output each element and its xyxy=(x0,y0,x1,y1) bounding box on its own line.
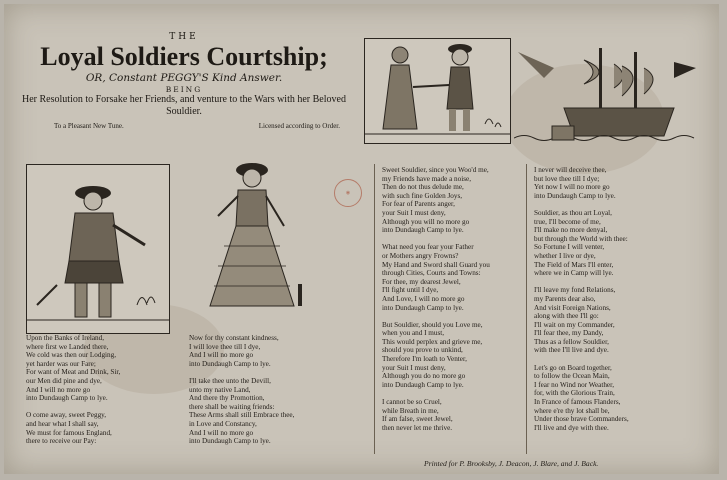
verse-line: I'll fight until I dye, xyxy=(382,286,439,295)
verse-line: Upon the Banks of Ireland, xyxy=(26,334,105,342)
verse-line: there shall be waiting friends: xyxy=(189,402,275,411)
verse-line: my Friends have made a noise, xyxy=(382,174,472,183)
verse-line: This would perplex and grieve me, xyxy=(382,337,483,346)
verse-line: I'll live and dye with thee. xyxy=(534,423,609,432)
column-divider xyxy=(526,164,527,454)
ship-icon xyxy=(514,38,704,148)
verse-line: I'll take thee unto the Devill, xyxy=(189,376,271,385)
verse-line: And there thy Promottion, xyxy=(189,394,265,403)
verse-line: If am false, sweet Jewel, xyxy=(382,415,453,424)
verse-line: And I will no more go xyxy=(189,428,254,437)
verse-line: into Dundaugh Camp to lye. xyxy=(382,226,464,235)
verse-line: Let's go on Board together, xyxy=(534,363,612,372)
woman-woodcut xyxy=(194,156,319,326)
tune-line xyxy=(14,118,354,130)
verse-line: Although you will no more go xyxy=(382,217,470,226)
verse-line: into Dundaugh Camp to lye. xyxy=(189,437,271,446)
verse-line: yet harder was our Fare; xyxy=(26,359,96,368)
verse-line: where first we Landed there, xyxy=(26,342,109,351)
verse-line: O come away, sweet Peggy, xyxy=(26,411,107,420)
verse-line: into Dundaugh Camp to lye. xyxy=(382,303,464,312)
verse-line: Sweet Souldier, since you Woo'd me, xyxy=(382,166,489,174)
verse-line: but love thee till I dye; xyxy=(534,174,600,183)
verse-line: Although you do no more go xyxy=(382,372,466,381)
verse-line: into Dundaugh Camp to lye. xyxy=(534,191,616,200)
verse-line: in Love and Constancy, xyxy=(189,419,257,428)
verse-line: I'll wait on my Commander, xyxy=(534,320,615,329)
verse-line xyxy=(382,235,490,244)
verse-line: whether I live or dye, xyxy=(534,251,596,260)
verse-line: We must for famous England, xyxy=(26,428,112,437)
library-stamp: ◉ xyxy=(334,179,362,207)
couple-woodcut xyxy=(364,38,511,144)
ship-woodcut xyxy=(514,38,704,148)
verse-line: Therefore I'm loath to Venter, xyxy=(382,355,467,364)
verse-line: your Suit I must deny, xyxy=(382,208,446,217)
verse-line: when you and I must, xyxy=(382,329,445,338)
verse-line: I cannot be so Cruel, xyxy=(382,398,442,407)
printer-imprint: Printed for P. Brooksby, J. Deacon, J. Blare, and J. Back. xyxy=(424,459,599,468)
verse-line: or Mothers angry Frowns? xyxy=(382,251,459,260)
verse-line: but through the World with thee: xyxy=(534,234,628,243)
verse-line: And I will no more go xyxy=(189,351,254,360)
verse-line: and hear what I shall say, xyxy=(26,419,99,428)
verse-line: Now for thy constant kindness, xyxy=(189,334,279,342)
verse-column-3 xyxy=(382,166,490,432)
verse-line: And visit Foreign Nations, xyxy=(534,303,611,312)
soldier-woodcut xyxy=(26,164,170,334)
column-divider xyxy=(374,164,375,454)
verse-line: with thee I'll live and dye. xyxy=(534,346,609,355)
verse-line: to follow the Ocean Main, xyxy=(534,372,610,381)
broadside-sheet xyxy=(4,4,719,474)
verse-line: into Dundaugh Camp to lye. xyxy=(189,359,271,368)
verse-line: true, I'll become of me, xyxy=(534,217,601,226)
tune-label: To a Pleasant New Tune. xyxy=(54,122,124,130)
verse-line: where e're thy lot shall be, xyxy=(534,406,610,415)
verse-line: I will love thee till I dye, xyxy=(189,342,261,351)
verse-line: into Dundaugh Camp to lye. xyxy=(382,380,464,389)
verse-column-2 xyxy=(189,334,294,446)
verse-line: for, with the Glorious Train, xyxy=(534,389,615,398)
verse-line xyxy=(382,312,490,321)
verse-line: Thus as a fellow Souldier, xyxy=(534,337,609,346)
verse-line xyxy=(534,278,629,287)
verse-line: Souldier, as thou art Loyal, xyxy=(534,208,612,217)
verse-line: I fear no Wind nor Weather, xyxy=(534,380,615,389)
verse-line: I'll leave my fond Relations, xyxy=(534,286,616,295)
verse-line: And Love, I will no more go xyxy=(382,294,465,303)
verse-line: into Dundaugh Camp to lye. xyxy=(26,394,108,403)
verse-line: unto my native Land, xyxy=(189,385,251,394)
verse-column-4 xyxy=(534,166,629,432)
verse-line xyxy=(534,200,629,209)
verse-line: So Fortune I will venter, xyxy=(534,243,605,252)
verse-line: We cold was then our Lodging, xyxy=(26,351,117,360)
verse-line: along with thee I'll go: xyxy=(534,312,599,321)
verse-line xyxy=(189,368,294,377)
soldier-figure-icon xyxy=(27,165,169,333)
verse-line: For thee, my dearest Jewel, xyxy=(382,277,461,286)
verse-line: And I will no more go xyxy=(26,385,91,394)
being-label: BEING xyxy=(165,85,203,94)
verse-line: For fear of Parents anger, xyxy=(382,200,455,209)
verse-line xyxy=(534,355,629,364)
verse-line: where we in Camp will lye. xyxy=(534,269,614,278)
verse-line: For want of Meat and Drink, Sir, xyxy=(26,368,121,377)
verse-line xyxy=(382,389,490,398)
verse-line: our Men did pine and dye, xyxy=(26,376,102,385)
woman-figure-icon xyxy=(194,156,319,326)
verse-line: there to receive our Pay: xyxy=(26,437,97,446)
page-title: Loyal Soldiers Courtship; xyxy=(40,42,328,71)
couple-figure-icon xyxy=(365,39,510,143)
verse-line xyxy=(26,403,120,412)
verse-line: Then do not thus delude me, xyxy=(382,183,464,192)
verse-line: then never let me thrive. xyxy=(382,423,453,432)
verse-line: What need you fear your Father xyxy=(382,243,474,252)
subtitle: OR, Constant PEGGY'S Kind Answer. xyxy=(85,72,283,84)
licensed-label: Licensed according to Order. xyxy=(258,122,340,130)
verse-line: In France of famous Flanders, xyxy=(534,398,621,407)
verse-line: I never will deceive thee, xyxy=(534,166,607,174)
verse-line: I'll fear thee, my Dandy, xyxy=(534,329,604,338)
verse-line: your Suit I must deny, xyxy=(382,363,446,372)
verse-line: should you prove to unkind, xyxy=(382,346,463,355)
title-the: THE xyxy=(169,32,199,42)
verse-line: through Cities, Courts and Towns: xyxy=(382,269,481,278)
verse-line: Under those brave Commanders, xyxy=(534,415,629,424)
title-block xyxy=(14,32,354,130)
verse-line: my Parents dear also, xyxy=(534,294,596,303)
verse-line: But Souldier, should you Love me, xyxy=(382,320,483,329)
resolution-text: Her Resolution to Forsake her Friends, and venture to the Wars with her Beloved Souldier. xyxy=(22,94,346,117)
verse-line: I'll make no more denyal, xyxy=(534,226,608,235)
verse-line: My Hand and Sword shall Guard you xyxy=(382,260,490,269)
verse-line: These Arms shall still Embrace thee, xyxy=(189,411,295,420)
verse-line: while Breath in me, xyxy=(382,406,439,415)
verse-line: Yet now I will no more go xyxy=(534,183,610,192)
verse-line: with such fine Golden Joys, xyxy=(382,191,463,200)
verse-column-1 xyxy=(26,334,120,446)
verse-line: The Field of Mars I'll enter, xyxy=(534,260,614,269)
